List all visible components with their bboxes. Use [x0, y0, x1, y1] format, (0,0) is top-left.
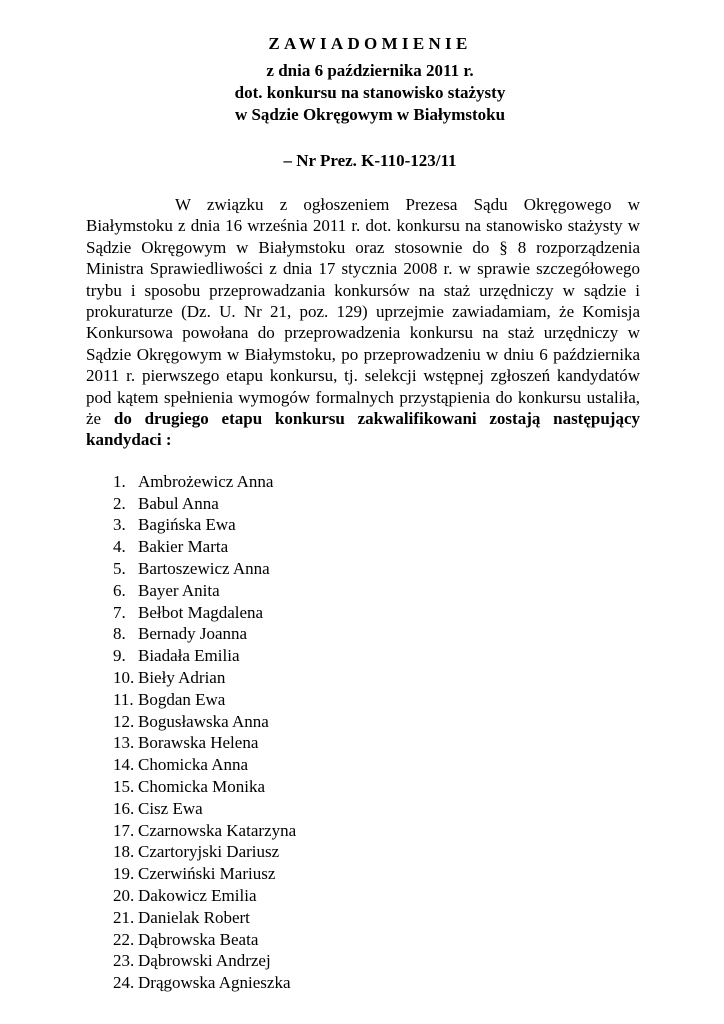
list-item-number: 1. [113, 471, 126, 491]
list-item [113, 493, 640, 515]
list-item [113, 754, 640, 776]
list-item-name: Drągowska Agnieszka [138, 973, 291, 993]
list-item-number: 22. [113, 929, 135, 949]
list-item-number: 15. [113, 777, 135, 797]
body-paragraph-text: W związku z ogłoszeniem Prezesa Sądu Okręgowego w Białymstoku z dnia 16 września 2011 r. dot. konkursu na stanowisko stażysty w Sądzie Okręgowym w Białymstoku oraz stosownie do § 8 rozporządzenia Ministra Sprawiedliwości z dnia 17 stycznia 2008 r. w sprawie szczegółowego trybu i sposobu przeprowadzania konkursów na staż urzędniczy w sądzie i prokuraturze (Dz. U. Nr 21, poz. 129) uprzejmie zawiadamiam, że Komisja Konkursowa powołana do przeprowadzenia konkursu na staż urzędniczy w Sądzie Okręgowym w Białymstoku, po przeprowadzeniu w dniu 6 października 2011 r. pierwszego etapu konkursu, tj. selekcji wstępnej zgłoszeń kandydatów pod kątem spełnienia wymogów formalnych przystąpienia do konkursu ustaliła, że [86, 195, 640, 429]
list-item-number: 2. [113, 493, 126, 513]
list-item [113, 689, 640, 711]
list-item [113, 929, 640, 951]
list-item-name: Danielak Robert [138, 907, 250, 927]
list-item [113, 536, 640, 558]
list-item-name: Dąbrowski Andrzej [138, 951, 271, 971]
list-item-name: Bieły Adrian [138, 668, 226, 688]
list-item [113, 863, 640, 885]
list-item-number: 10. [113, 668, 135, 688]
list-item-name: Dąbrowska Beata [138, 929, 259, 949]
list-item [113, 885, 640, 907]
list-item-number: 13. [113, 733, 135, 753]
list-item [113, 711, 640, 733]
list-item-name: Chomicka Anna [138, 755, 249, 775]
list-item-name: Czartoryjski Dariusz [138, 842, 280, 862]
list-item-name: Babul Anna [138, 493, 219, 513]
list-item [113, 972, 640, 994]
document-date: z dnia 6 października 2011 r. [266, 61, 474, 80]
list-item-name: Bogdan Ewa [138, 689, 226, 709]
list-item-number: 3. [113, 515, 126, 535]
document-subject-line-1: dot. konkursu na stanowisko stażysty [234, 83, 506, 102]
list-item-number: 14. [113, 755, 135, 775]
list-item-name: Bartoszewicz Anna [138, 559, 270, 579]
list-item-name: Ambrożewicz Anna [138, 471, 274, 491]
document-subject-line-2: w Sądzie Okręgowym w Białymstoku [234, 105, 506, 124]
list-item-number: 24. [113, 973, 135, 993]
list-item-number: 12. [113, 711, 135, 731]
candidate-list [86, 471, 640, 994]
list-item-name: Cisz Ewa [138, 798, 203, 818]
list-item [113, 667, 640, 689]
list-item-name: Bakier Marta [138, 537, 229, 557]
list-item [113, 514, 640, 536]
list-item [113, 602, 640, 624]
list-item-number: 18. [113, 842, 135, 862]
list-item [113, 471, 640, 493]
list-item-name: Bayer Anita [138, 580, 220, 600]
list-item-number: 5. [113, 559, 126, 579]
body-paragraph-bold: do drugiego etapu konkursu zakwalifikowani zostają następujący kandydaci : [86, 409, 641, 450]
list-item-name: Bernady Joanna [138, 624, 248, 644]
body-paragraph [86, 194, 640, 451]
list-item [113, 950, 640, 972]
list-item [113, 820, 640, 842]
list-item-name: Biadała Emilia [138, 646, 240, 666]
list-item [113, 732, 640, 754]
list-item-number: 7. [113, 602, 126, 622]
list-item [113, 580, 640, 602]
list-item-number: 9. [113, 646, 126, 666]
list-item-number: 23. [113, 951, 135, 971]
list-item [113, 558, 640, 580]
document-reference: – Nr Prez. K-110-123/11 [283, 151, 457, 170]
list-item-name: Czarnowska Katarzyna [138, 820, 297, 840]
list-item [113, 623, 640, 645]
list-item-number: 8. [113, 624, 126, 644]
list-item-name: Borawska Helena [138, 733, 259, 753]
list-item-name: Bełbot Magdalena [138, 602, 264, 622]
document-title: ZAWIADOMIENIE [268, 34, 472, 53]
list-item-name: Bagińska Ewa [138, 515, 236, 535]
list-item-number: 6. [113, 580, 126, 600]
list-item-name: Chomicka Monika [138, 777, 266, 797]
list-item [113, 907, 640, 929]
list-item [113, 776, 640, 798]
list-item-name: Czerwiński Mariusz [138, 864, 276, 884]
list-item-number: 4. [113, 537, 126, 557]
list-item [113, 798, 640, 820]
list-item-number: 11. [113, 689, 134, 709]
list-item-name: Bogusławska Anna [138, 711, 269, 731]
document-header [100, 0, 640, 172]
list-item-name: Dakowicz Emilia [138, 886, 257, 906]
list-item-number: 20. [113, 886, 135, 906]
list-item [113, 841, 640, 863]
list-item-number: 21. [113, 907, 135, 927]
list-item-number: 19. [113, 864, 135, 884]
list-item-number: 16. [113, 798, 135, 818]
list-item [113, 645, 640, 667]
list-item-number: 17. [113, 820, 135, 840]
